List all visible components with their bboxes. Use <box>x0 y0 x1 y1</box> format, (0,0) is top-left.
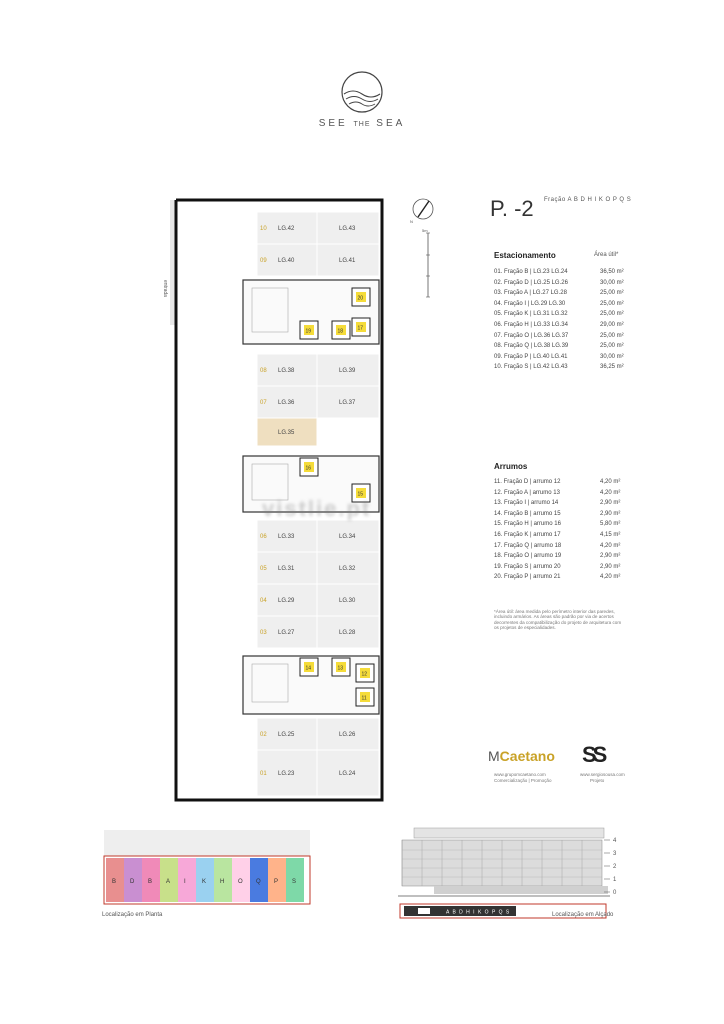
parking-row <box>494 332 624 343</box>
storage-tag: 11 <box>361 695 367 702</box>
parking-space-label: LG.31 <box>278 566 295 572</box>
location-block-label: P <box>274 879 279 885</box>
location-block <box>178 858 196 902</box>
storage-row <box>494 542 621 553</box>
storage-row <box>494 479 621 489</box>
storage-row-label: 11. Fração D | arrumo 12 <box>494 479 561 485</box>
see-the-sea-logo <box>338 70 386 114</box>
parking-space-label: LG.29 <box>278 598 295 604</box>
storage-row <box>494 500 621 510</box>
location-block-label: B <box>112 879 117 885</box>
parking-row <box>494 269 624 279</box>
parking-row-label: 09. Fração P | LG.40 LG.41 <box>494 353 568 360</box>
parking-space-pair <box>257 418 317 446</box>
watermark: vistlie.pt <box>262 496 372 521</box>
parking-row-area: 25,00 m² <box>600 290 624 297</box>
parking-number: 06 <box>260 534 267 540</box>
parking-title: Estacionamento <box>494 251 556 260</box>
parking-space-label: LG.34 <box>339 534 356 540</box>
parking-space-pair <box>257 354 379 386</box>
scale-label: 5m <box>422 228 428 233</box>
parking-row <box>494 290 624 300</box>
storage-row-label: 17. Fração Q | arrumo 18 <box>494 542 562 549</box>
parking-row-label: 04. Fração I | LG.29 LG.30 <box>494 300 566 307</box>
storage-title: Arrumos <box>494 462 528 471</box>
parking-number: 05 <box>260 566 267 572</box>
parking-row <box>494 353 624 364</box>
parking-space-pair <box>257 750 379 796</box>
floor-title: P. -2 <box>490 196 534 221</box>
storage-tag: 13 <box>337 665 344 672</box>
parking-number: 10 <box>260 226 267 232</box>
location-plan-label: Localização em Planta <box>102 912 163 918</box>
parking-row <box>494 311 624 321</box>
parking-space-pair <box>257 584 379 616</box>
location-block-label: O <box>238 879 243 885</box>
elevation-level-label: 0 <box>613 890 617 896</box>
parking-space-pair <box>257 718 379 750</box>
location-block <box>232 858 250 902</box>
location-block <box>250 858 268 902</box>
storage-row <box>494 510 621 521</box>
parking-space-label: LG.41 <box>339 258 356 264</box>
storage-room <box>300 458 318 476</box>
storage-tag: 12 <box>361 671 368 678</box>
storage-tag: 19 <box>305 328 312 335</box>
storage-room <box>352 288 370 306</box>
area-note: *Área útil: área medida pelo perímetro interior das paredes, incluindo armários. As áreas são padrão por via de acertos decorrentes da compatibilização do projeto de arquitetura com os projetos de especialidades. <box>494 609 622 631</box>
storage-tag: 14 <box>305 665 312 672</box>
parking-space-pair <box>257 244 379 276</box>
mcaetano-role: Comercialização | Promoção <box>494 778 552 783</box>
storage-row-label: 18. Fração O | arrumo 19 <box>494 553 562 560</box>
storage-tag: 18 <box>337 328 344 335</box>
parking-space-label: LG.26 <box>339 732 356 738</box>
location-block-label: S <box>292 879 297 885</box>
storage-room <box>356 688 374 706</box>
parking-row-area: 29,00 m² <box>600 322 624 328</box>
storage-row-label: 13. Fração I | arrumo 14 <box>494 500 559 507</box>
storage-room <box>352 318 370 336</box>
mcaetano-site: www.grupomcaetano.com <box>494 772 546 777</box>
parking-space-pair <box>257 520 379 552</box>
parking-space-pair <box>257 552 379 584</box>
storage-row-label: 12. Fração A | arrumo 13 <box>494 489 560 496</box>
area-header: Área útil* <box>594 252 619 258</box>
entrance-label: entrada <box>162 280 168 297</box>
ss-logo: SS <box>582 742 604 767</box>
service-core <box>243 280 379 344</box>
storage-row <box>494 563 621 574</box>
parking-row-area: 30,00 m² <box>600 353 624 360</box>
parking-row-label: 07. Fração O | LG.36 LG.37 <box>494 332 569 339</box>
ss-role: Projeto <box>590 778 605 783</box>
parking-row <box>494 364 624 374</box>
parking-row-label: 05. Fração K | LG.31 LG.32 <box>494 311 568 318</box>
parking-number: 01 <box>260 771 267 777</box>
parking-space-label: LG.36 <box>278 400 295 406</box>
storage-row <box>494 532 621 542</box>
parking-space-label: LG.35 <box>278 430 295 436</box>
parking-number: 09 <box>260 258 267 264</box>
parking-space-label: LG.37 <box>339 400 356 406</box>
storage-row <box>494 521 621 531</box>
parking-space-label: LG.24 <box>339 771 356 777</box>
ss-site: www.sergiosousa.com <box>580 772 625 777</box>
location-block <box>286 858 304 902</box>
storage-tag: 15 <box>357 491 364 498</box>
location-block <box>106 858 124 902</box>
storage-tag: 17 <box>357 325 364 332</box>
storage-room <box>300 321 318 339</box>
svg-text:N: N <box>410 219 413 224</box>
parking-number: 04 <box>260 598 267 604</box>
parking-row-area: 25,00 m² <box>600 311 624 318</box>
storage-tag: 20 <box>357 295 364 302</box>
storage-row-area: 4,20 m² <box>600 574 621 581</box>
parking-space-label: LG.27 <box>278 630 295 636</box>
parking-space-label: LG.40 <box>278 258 295 264</box>
location-elevation-diagram <box>398 826 628 922</box>
location-block <box>268 858 286 902</box>
parking-row <box>494 343 624 353</box>
location-block <box>124 858 142 902</box>
storage-row-area: 4,20 m² <box>600 542 621 549</box>
location-block-label: Q <box>256 879 261 885</box>
fractions-label: Fração A B D H I K O P Q S <box>544 197 632 203</box>
location-block <box>214 858 232 902</box>
parking-row-area: 36,50 m² <box>600 269 624 275</box>
elevation-level-label: 3 <box>613 851 617 857</box>
parking-row-area: 25,00 m² <box>600 343 624 350</box>
location-block-label: B <box>148 879 153 885</box>
parking-row-label: 10. Fração S | LG.42 LG.43 <box>494 364 568 371</box>
storage-row <box>494 574 621 584</box>
parking-space-label: LG.28 <box>339 630 356 636</box>
location-block <box>196 858 214 902</box>
parking-table <box>494 269 634 389</box>
location-block-label: I <box>184 879 186 885</box>
storage-row-area: 2,90 m² <box>600 500 621 507</box>
brand-name: SEE THE SEA <box>318 118 406 129</box>
parking-row-area: 36,25 m² <box>600 364 624 371</box>
elevation-level-label: 2 <box>613 864 617 870</box>
parking-row-label: 01. Fração B | LG.23 LG.24 <box>494 269 568 275</box>
storage-row-label: 16. Fração K | arrumo 17 <box>494 532 561 538</box>
parking-space-label: LG.42 <box>278 226 295 232</box>
parking-row-area: 30,00 m² <box>600 279 624 286</box>
storage-table <box>494 479 634 599</box>
storage-row-area: 5,80 m² <box>600 521 621 528</box>
parking-row-label: 03. Fração A | LG.27 LG.28 <box>494 290 567 297</box>
parking-row-area: 25,00 m² <box>600 332 624 339</box>
parking-space-pair <box>257 616 379 648</box>
elevation-level-label: 4 <box>613 838 617 844</box>
parking-row-area: 25,00 m² <box>600 300 624 307</box>
parking-space-label: LG.25 <box>278 732 295 738</box>
storage-room <box>332 658 350 676</box>
parking-number: 03 <box>260 630 267 636</box>
location-block-label: A <box>166 879 171 885</box>
parking-row <box>494 300 624 311</box>
parking-row <box>494 279 624 290</box>
parking-row-label: 02. Fração D | LG.25 LG.26 <box>494 279 568 286</box>
parking-space-label: LG.23 <box>278 771 295 777</box>
parking-space-label: LG.30 <box>339 598 356 604</box>
storage-row <box>494 489 621 500</box>
storage-room <box>356 664 374 682</box>
location-plan-diagram <box>102 828 312 908</box>
storage-row-area: 4,15 m² <box>600 532 621 538</box>
parking-space-label: LG.32 <box>339 566 356 572</box>
parking-space-label: LG.38 <box>278 368 295 374</box>
parking-space-label: LG.39 <box>339 368 356 374</box>
parking-space-pair <box>257 212 379 244</box>
storage-row-area: 4,20 m² <box>600 489 621 496</box>
location-block-label: H <box>220 879 225 885</box>
storage-row <box>494 553 621 563</box>
storage-row-label: 15. Fração H | arrumo 16 <box>494 521 561 528</box>
storage-row-label: 20. Fração P | arrumo 21 <box>494 574 561 581</box>
storage-tag: 16 <box>305 465 312 472</box>
storage-row-area: 2,90 m² <box>600 510 621 517</box>
storage-row-area: 4,20 m² <box>600 479 621 485</box>
north-arrow-icon <box>410 195 440 305</box>
storage-row-label: 14. Fração B | arrumo 15 <box>494 510 561 517</box>
parking-space-pair <box>257 386 379 418</box>
storage-row-area: 2,90 m² <box>600 563 621 570</box>
parking-number: 08 <box>260 368 267 374</box>
parking-row <box>494 322 624 332</box>
location-block <box>160 858 178 902</box>
service-core <box>243 656 379 714</box>
location-block <box>142 858 160 902</box>
elevation-level-label: 1 <box>613 877 617 883</box>
parking-space-label: LG.43 <box>339 226 356 232</box>
parking-number: 02 <box>260 732 267 738</box>
location-block-label: D <box>130 879 135 885</box>
storage-room <box>332 321 350 339</box>
parking-space-label: LG.33 <box>278 534 295 540</box>
parking-row-label: 08. Fração Q | LG.38 LG.39 <box>494 343 569 350</box>
mcaetano-logo: MCaetano <box>488 748 555 764</box>
parking-row-label: 06. Fração H | LG.33 LG.34 <box>494 322 568 328</box>
parking-number: 07 <box>260 400 267 406</box>
storage-row-label: 19. Fração S | arrumo 20 <box>494 563 561 570</box>
elevation-fractions: A B D H I K O P Q S <box>446 909 511 916</box>
storage-row-area: 2,90 m² <box>600 553 621 560</box>
location-block-label: K <box>202 879 207 885</box>
location-elevation-label: Localização em Alçado <box>552 912 614 918</box>
storage-room <box>300 658 318 676</box>
